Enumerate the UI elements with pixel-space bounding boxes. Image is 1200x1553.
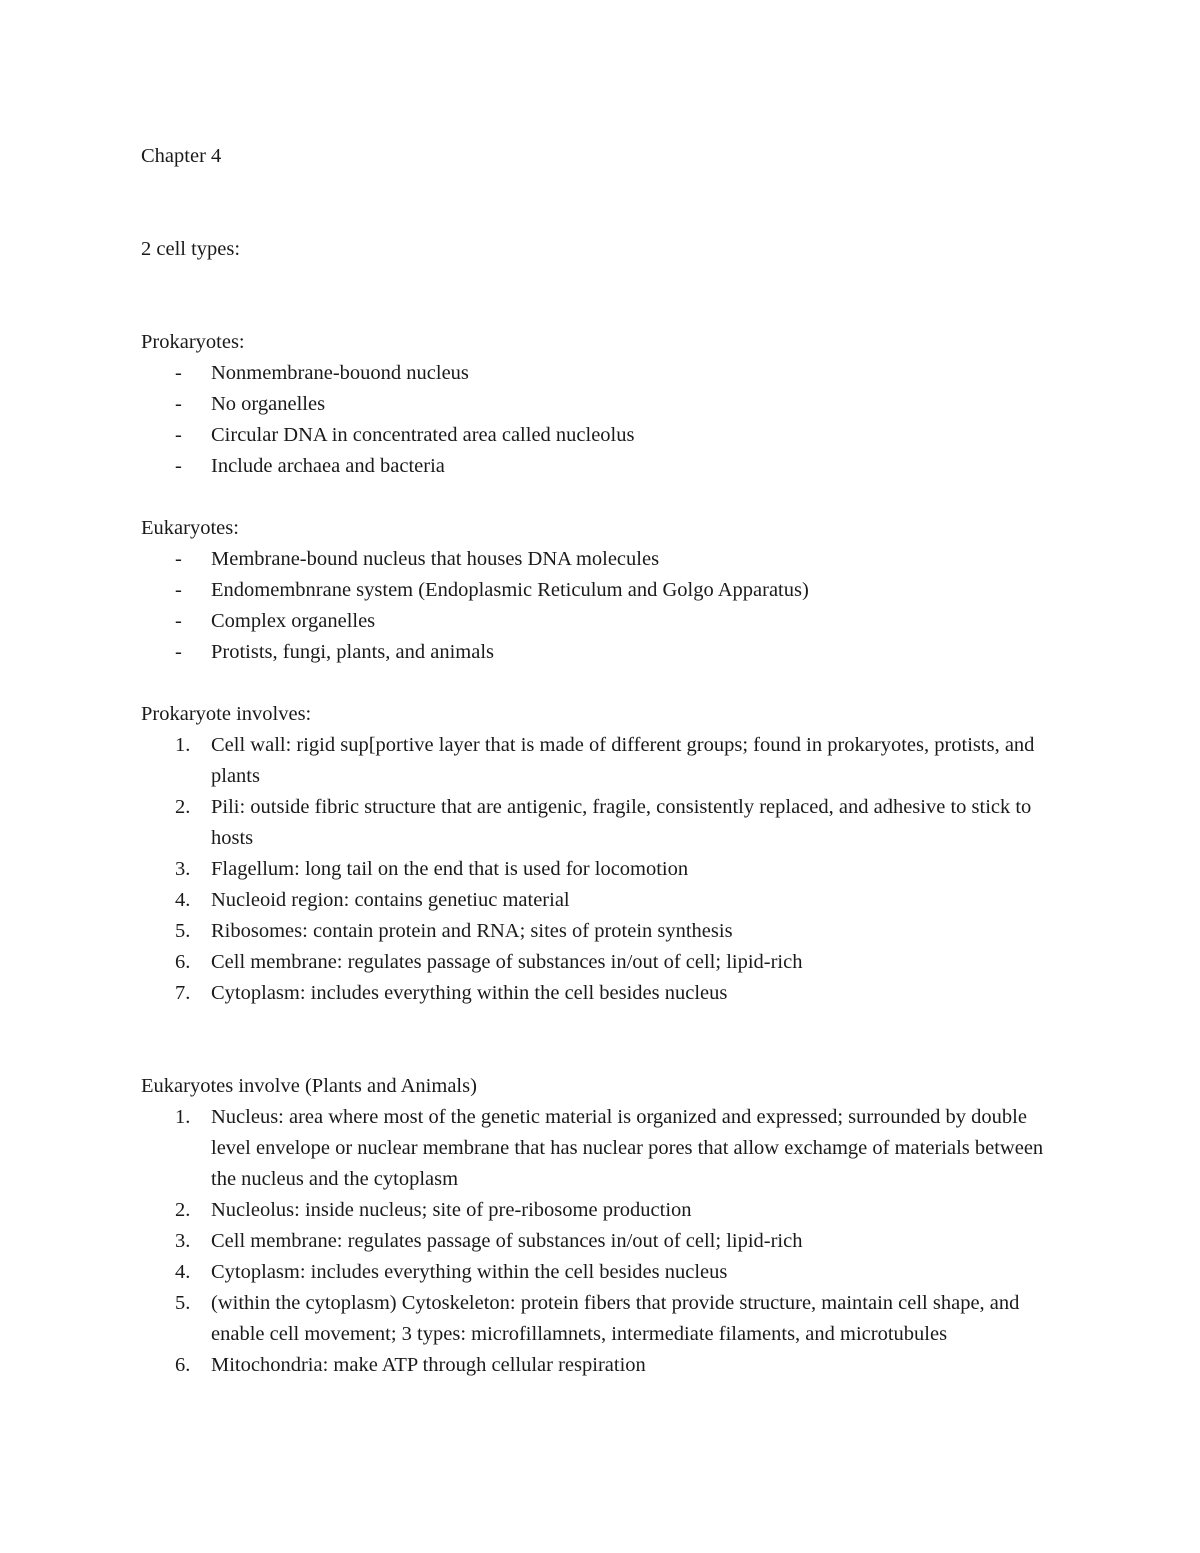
eukaryotes-list: [141, 544, 1061, 668]
number-marker: 5.: [175, 1292, 191, 1314]
chapter-title: Chapter 4: [141, 145, 222, 167]
list-item: [141, 1226, 1061, 1257]
list-item-text: Protists, fungi, plants, and animals: [211, 641, 494, 663]
dash-marker: -: [175, 393, 182, 415]
number-marker: 1.: [175, 1106, 191, 1128]
list-item: [141, 1102, 1061, 1195]
number-marker: 7.: [175, 982, 191, 1004]
list-item: [141, 916, 1061, 947]
dash-marker: -: [175, 424, 182, 446]
list-item: [141, 947, 1061, 978]
number-marker: 6.: [175, 951, 191, 973]
list-item-text: Complex organelles: [211, 610, 376, 632]
list-item: [141, 389, 1061, 420]
list-item: [141, 358, 1061, 389]
prokaryotes-section: [141, 327, 1061, 482]
number-marker: 3.: [175, 1230, 191, 1252]
number-marker: 1.: [175, 734, 191, 756]
prokaryote-involves-heading: Prokaryote involves:: [141, 703, 312, 725]
list-item-text: Ribosomes: contain protein and RNA; sites of protein synthesis: [211, 920, 733, 942]
prokaryote-involves-section: [141, 699, 1061, 1009]
list-item-text: Cytoplasm: includes everything within the cell besides nucleus: [211, 1261, 728, 1283]
list-item: [141, 637, 1061, 668]
eukaryotes-involve-section: [141, 1071, 1061, 1381]
number-marker: 2.: [175, 1199, 191, 1221]
list-item-text: Pili: outside fibric structure that are antigenic, fragile, consistently replaced, and adhesive to stick to hosts: [211, 796, 1032, 849]
intro-text: 2 cell types:: [141, 238, 241, 260]
dash-marker: -: [175, 362, 182, 384]
list-item: [141, 978, 1061, 1009]
number-marker: 4.: [175, 1261, 191, 1283]
list-item: [141, 606, 1061, 637]
list-item-text: Endomembnrane system (Endoplasmic Reticulum and Golgo Apparatus): [211, 579, 809, 601]
list-item: [141, 792, 1061, 854]
list-item-text: Include archaea and bacteria: [211, 455, 445, 477]
list-item-text: Membrane-bound nucleus that houses DNA molecules: [211, 548, 660, 570]
list-item-text: Cell membrane: regulates passage of substances in/out of cell; lipid-rich: [211, 951, 803, 973]
list-item: [141, 544, 1061, 575]
list-item: [141, 451, 1061, 482]
list-item-text: No organelles: [211, 393, 326, 415]
list-item: [141, 1350, 1061, 1381]
number-marker: 4.: [175, 889, 191, 911]
list-item-text: Flagellum: long tail on the end that is used for locomotion: [211, 858, 689, 880]
number-marker: 2.: [175, 796, 191, 818]
list-item-text: Cell membrane: regulates passage of substances in/out of cell; lipid-rich: [211, 1230, 803, 1252]
list-item: [141, 420, 1061, 451]
list-item: [141, 854, 1061, 885]
prokaryotes-heading: Prokaryotes:: [141, 331, 245, 353]
list-item-text: Cytoplasm: includes everything within the cell besides nucleus: [211, 982, 728, 1004]
prokaryotes-list: [141, 358, 1061, 482]
list-item: [141, 885, 1061, 916]
dash-marker: -: [175, 455, 182, 477]
list-item-text: Nucleolus: inside nucleus; site of pre-ribosome production: [211, 1199, 692, 1221]
list-item-text: Nucleus: area where most of the genetic material is organized and expressed; surrounded by double level envelope or nuclear membrane that has nuclear pores that allow exchamge of materials between the nucleus and the cytoplasm: [211, 1106, 1044, 1190]
prokaryote-involves-list: [141, 730, 1061, 1009]
dash-marker: -: [175, 641, 182, 663]
list-item-text: Nonmembrane-bouond nucleus: [211, 362, 469, 384]
eukaryotes-involve-heading: Eukaryotes involve (Plants and Animals): [141, 1075, 477, 1097]
list-item: [141, 1195, 1061, 1226]
eukaryotes-section: [141, 513, 1061, 668]
eukaryotes-heading: Eukaryotes:: [141, 517, 239, 539]
list-item-text: Cell wall: rigid sup[portive layer that is made of different groups; found in prokaryotes, protists, and plants: [211, 734, 1035, 787]
list-item: [141, 730, 1061, 792]
number-marker: 5.: [175, 920, 191, 942]
list-item-text: Circular DNA in concentrated area called nucleolus: [211, 424, 635, 446]
list-item: [141, 575, 1061, 606]
number-marker: 3.: [175, 858, 191, 880]
document-page: [141, 141, 1061, 1381]
list-item-text: Nucleoid region: contains genetiuc material: [211, 889, 570, 911]
list-item-text: (within the cytoplasm) Cytoskeleton: protein fibers that provide structure, maintain cell shape, and enable cell movement; 3 types: microfillamnets, intermediate filaments, and microtubules: [211, 1292, 1020, 1345]
list-item: [141, 1257, 1061, 1288]
dash-marker: -: [175, 610, 182, 632]
list-item-text: Mitochondria: make ATP through cellular respiration: [211, 1354, 646, 1376]
number-marker: 6.: [175, 1354, 191, 1376]
eukaryotes-involve-list: [141, 1102, 1061, 1381]
dash-marker: -: [175, 548, 182, 570]
dash-marker: -: [175, 579, 182, 601]
list-item: [141, 1288, 1061, 1350]
